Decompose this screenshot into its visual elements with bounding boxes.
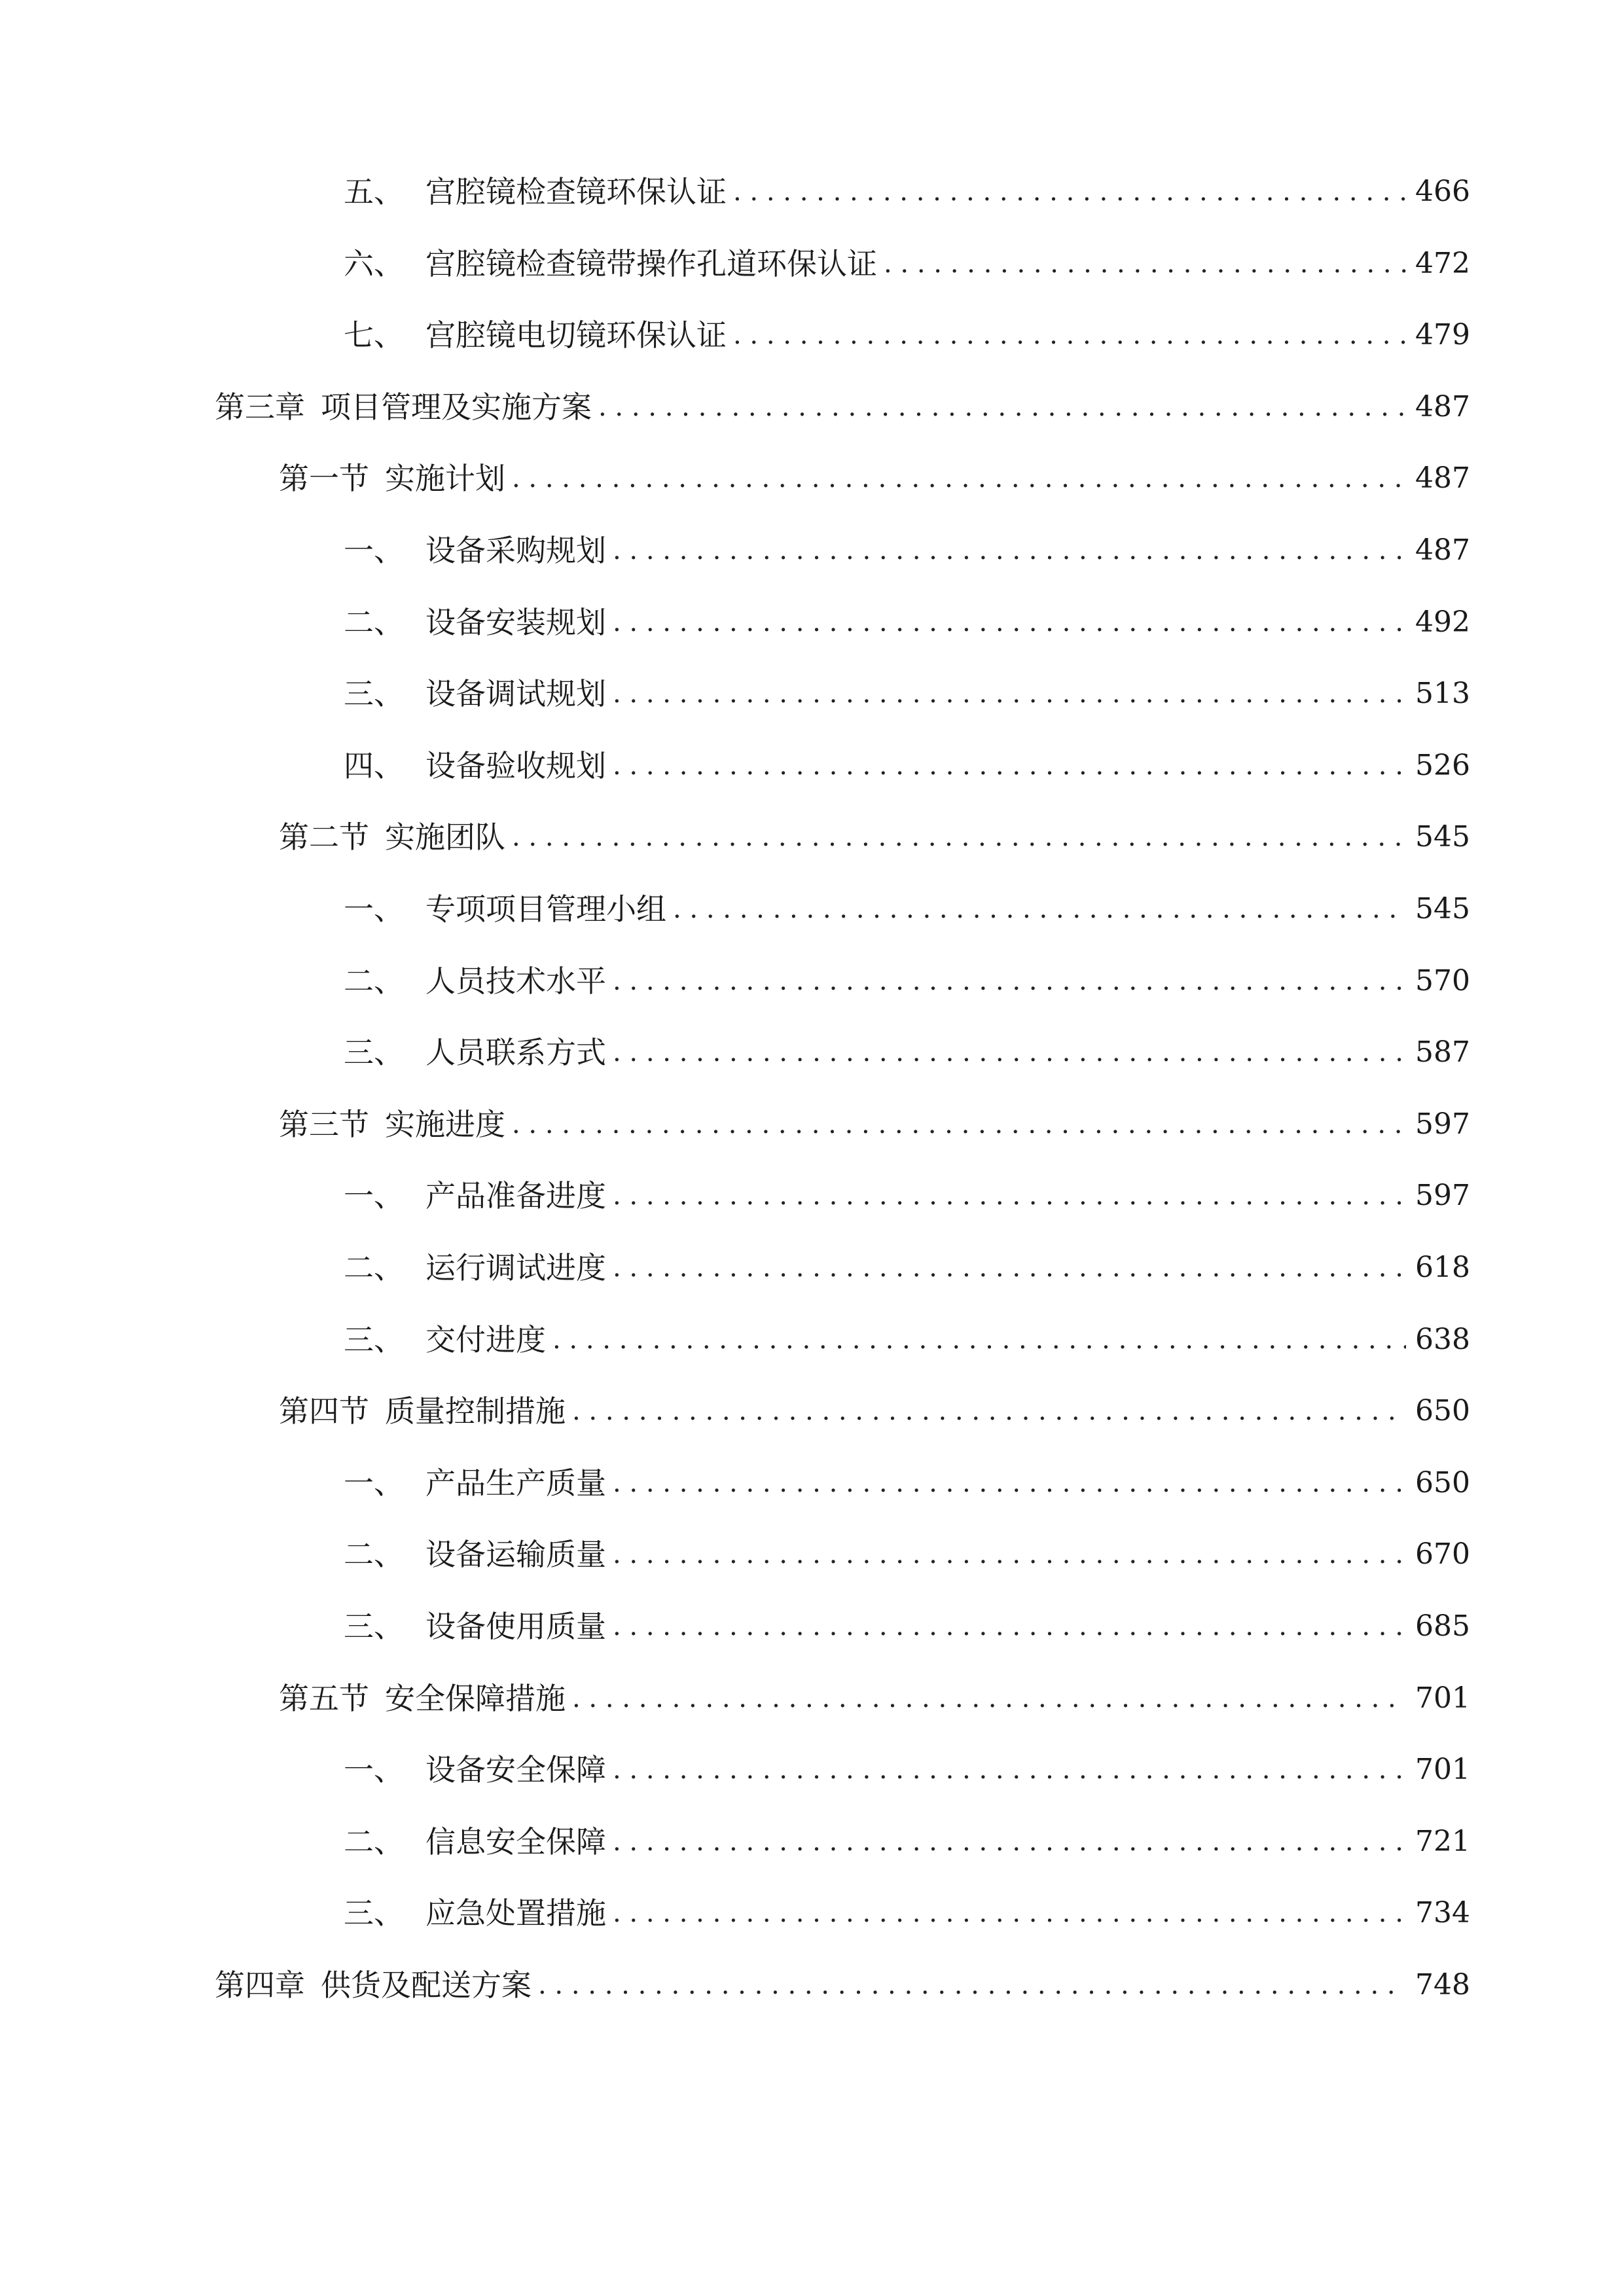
toc-entry[interactable]: [344, 309, 1470, 361]
toc-entry[interactable]: [344, 1887, 1470, 1939]
toc-entry-page-number: 638: [1415, 1322, 1470, 1356]
toc-dot-leader: [613, 955, 1406, 1007]
toc-dot-leader: [613, 1528, 1406, 1581]
toc-dot-leader: [613, 524, 1406, 577]
toc-entry[interactable]: [215, 1959, 1470, 2011]
toc-entry-page-number: 526: [1415, 748, 1470, 782]
toc-entry-number: 三、: [344, 1609, 404, 1644]
toc-entry-title: 人员联系方式: [425, 1035, 606, 1071]
toc-entry-title: 宫腔镜检查镜环保认证: [425, 174, 727, 209]
toc-entry-title: 质量控制措施: [385, 1393, 566, 1429]
toc-entry-title: 实施进度: [385, 1106, 505, 1142]
toc-entry-title: 应急处置措施: [425, 1895, 606, 1931]
toc-entry-title: 人员技术水平: [425, 963, 606, 999]
toc-dot-leader: [613, 1887, 1406, 1939]
toc-dot-leader: [613, 1170, 1406, 1222]
toc-entry-page-number: 487: [1415, 461, 1470, 495]
toc-entry[interactable]: [344, 524, 1470, 577]
toc-entry-number: 第四节: [279, 1393, 369, 1429]
toc-entry-number: 二、: [344, 604, 404, 640]
toc-entry[interactable]: [344, 166, 1470, 218]
toc-entry-number: 一、: [344, 533, 404, 568]
toc-entry[interactable]: [215, 381, 1470, 433]
toc-entry-page-number: 734: [1415, 1896, 1470, 1930]
toc-entry[interactable]: [344, 1026, 1470, 1079]
toc-entry-title: 产品生产质量: [425, 1465, 606, 1501]
toc-entry-number: 第二节: [279, 819, 369, 855]
toc-entry[interactable]: [344, 1242, 1470, 1294]
toc-entry-number: 第三节: [279, 1106, 369, 1142]
toc-entry-number: 二、: [344, 963, 404, 999]
toc-entry-page-number: 487: [1415, 389, 1470, 423]
toc-entry-page-number: 685: [1415, 1609, 1470, 1643]
toc-dot-leader: [613, 668, 1406, 720]
toc-entry-number: 四、: [344, 747, 404, 783]
toc-entry[interactable]: [344, 1314, 1470, 1366]
toc-dot-leader: [884, 238, 1406, 290]
toc-dot-leader: [613, 596, 1406, 649]
toc-entry[interactable]: [344, 668, 1470, 720]
toc-entry-page-number: 748: [1415, 1968, 1470, 2001]
toc-entry-page-number: 650: [1415, 1394, 1470, 1428]
toc-entry[interactable]: [344, 1528, 1470, 1581]
toc-entry-number: 二、: [344, 1537, 404, 1573]
toc-entry-title: 实施计划: [385, 461, 505, 497]
toc-dot-leader: [572, 1672, 1406, 1725]
toc-entry[interactable]: [344, 238, 1470, 290]
toc-entry-page-number: 472: [1415, 246, 1470, 280]
toc-entry-number: 三、: [344, 676, 404, 712]
toc-entry-title: 运行调试进度: [425, 1250, 606, 1285]
toc-entry-title: 交付进度: [425, 1321, 546, 1357]
toc-entry-number: 第一节: [279, 461, 369, 497]
toc-entry-page-number: 487: [1415, 533, 1470, 567]
toc-dot-leader: [733, 309, 1406, 361]
toc-entry-title: 设备运输质量: [425, 1537, 606, 1573]
toc-entry[interactable]: [344, 740, 1470, 792]
toc-entry[interactable]: [279, 811, 1470, 863]
toc-entry-page-number: 721: [1415, 1824, 1470, 1858]
toc-entry-title: 设备安全保障: [425, 1752, 606, 1788]
toc-entry-number: 二、: [344, 1823, 404, 1859]
toc-entry-number: 七、: [344, 317, 404, 353]
toc-entry-title: 产品准备进度: [425, 1178, 606, 1214]
toc-entry-page-number: 587: [1415, 1035, 1470, 1069]
toc-entry-page-number: 597: [1415, 1107, 1470, 1141]
toc-entry[interactable]: [279, 1385, 1470, 1437]
toc-entry-title: 信息安全保障: [425, 1823, 606, 1859]
toc-entry-number: 第四章: [215, 1967, 305, 2003]
toc-entry-title: 宫腔镜检查镜带操作孔道环保认证: [425, 245, 877, 281]
toc-entry[interactable]: [344, 883, 1470, 935]
toc-entry-number: 一、: [344, 891, 404, 927]
toc-entry-number: 一、: [344, 1752, 404, 1788]
toc-entry-page-number: 597: [1415, 1179, 1470, 1213]
toc-dot-leader: [538, 1959, 1406, 2011]
toc-entry-number: 六、: [344, 245, 404, 281]
toc-entry-number: 第三章: [215, 389, 305, 425]
toc-entry-page-number: 492: [1415, 605, 1470, 639]
toc-dot-leader: [613, 1816, 1406, 1868]
toc-dot-leader: [613, 1026, 1406, 1079]
toc-entry[interactable]: [344, 1170, 1470, 1222]
toc-entry-title: 专项项目管理小组: [425, 891, 666, 927]
toc-entry-page-number: 618: [1415, 1251, 1470, 1284]
toc-entry-title: 宫腔镜电切镜环保认证: [425, 317, 727, 353]
toc-entry-page-number: 513: [1415, 677, 1470, 711]
toc-entry-page-number: 701: [1415, 1681, 1470, 1715]
toc-entry[interactable]: [279, 1672, 1470, 1725]
toc-dot-leader: [613, 1744, 1406, 1796]
toc-dot-leader: [512, 1098, 1406, 1151]
toc-entry-number: 三、: [344, 1895, 404, 1931]
toc-entry-title: 设备采购规划: [425, 533, 606, 568]
toc-entry-number: 一、: [344, 1465, 404, 1501]
toc-entry[interactable]: [344, 955, 1470, 1007]
toc-dot-leader: [613, 1600, 1406, 1653]
toc-dot-leader: [552, 1314, 1406, 1366]
toc-entry[interactable]: [344, 1457, 1470, 1509]
toc-dot-leader: [613, 1242, 1406, 1294]
toc-dot-leader: [512, 452, 1406, 505]
toc-entry-page-number: 670: [1415, 1537, 1470, 1571]
toc-entry[interactable]: [344, 1744, 1470, 1796]
toc-entry[interactable]: [344, 1600, 1470, 1653]
toc-entry-page-number: 466: [1415, 175, 1470, 208]
toc-entry-title: 供货及配送方案: [321, 1967, 532, 2003]
toc-entry-title: 设备调试规划: [425, 676, 606, 712]
toc-entry[interactable]: [344, 596, 1470, 649]
toc-dot-leader: [572, 1385, 1406, 1437]
toc-entry-title: 实施团队: [385, 819, 505, 855]
toc-entry-title: 设备安装规划: [425, 604, 606, 640]
toc-entry-title: 安全保障措施: [385, 1680, 566, 1716]
toc-dot-leader: [613, 1457, 1406, 1509]
toc-entry-page-number: 570: [1415, 963, 1470, 997]
toc-entry-title: 设备使用质量: [425, 1609, 606, 1644]
toc-entry[interactable]: [279, 1098, 1470, 1151]
toc-entry-number: 三、: [344, 1035, 404, 1071]
toc-entry-number: 第五节: [279, 1680, 369, 1716]
toc-entry[interactable]: [344, 1816, 1470, 1868]
toc-entry-number: 一、: [344, 1178, 404, 1214]
toc-entry-page-number: 545: [1415, 820, 1470, 854]
toc-dot-leader: [598, 381, 1406, 433]
toc-entry-title: 项目管理及实施方案: [321, 389, 592, 425]
toc-entry-page-number: 545: [1415, 892, 1470, 925]
toc-entry-number: 二、: [344, 1250, 404, 1285]
toc-entry-number: 三、: [344, 1321, 404, 1357]
toc-entry-page-number: 650: [1415, 1465, 1470, 1499]
toc-dot-leader: [673, 883, 1406, 935]
toc-dot-leader: [512, 811, 1406, 863]
toc-dot-leader: [733, 166, 1406, 218]
toc-entry[interactable]: [279, 452, 1470, 505]
toc-entry-page-number: 701: [1415, 1753, 1470, 1787]
toc-dot-leader: [613, 740, 1406, 792]
toc-entry-number: 五、: [344, 174, 404, 209]
toc-entry-page-number: 479: [1415, 318, 1470, 352]
toc-entry-title: 设备验收规划: [425, 747, 606, 783]
